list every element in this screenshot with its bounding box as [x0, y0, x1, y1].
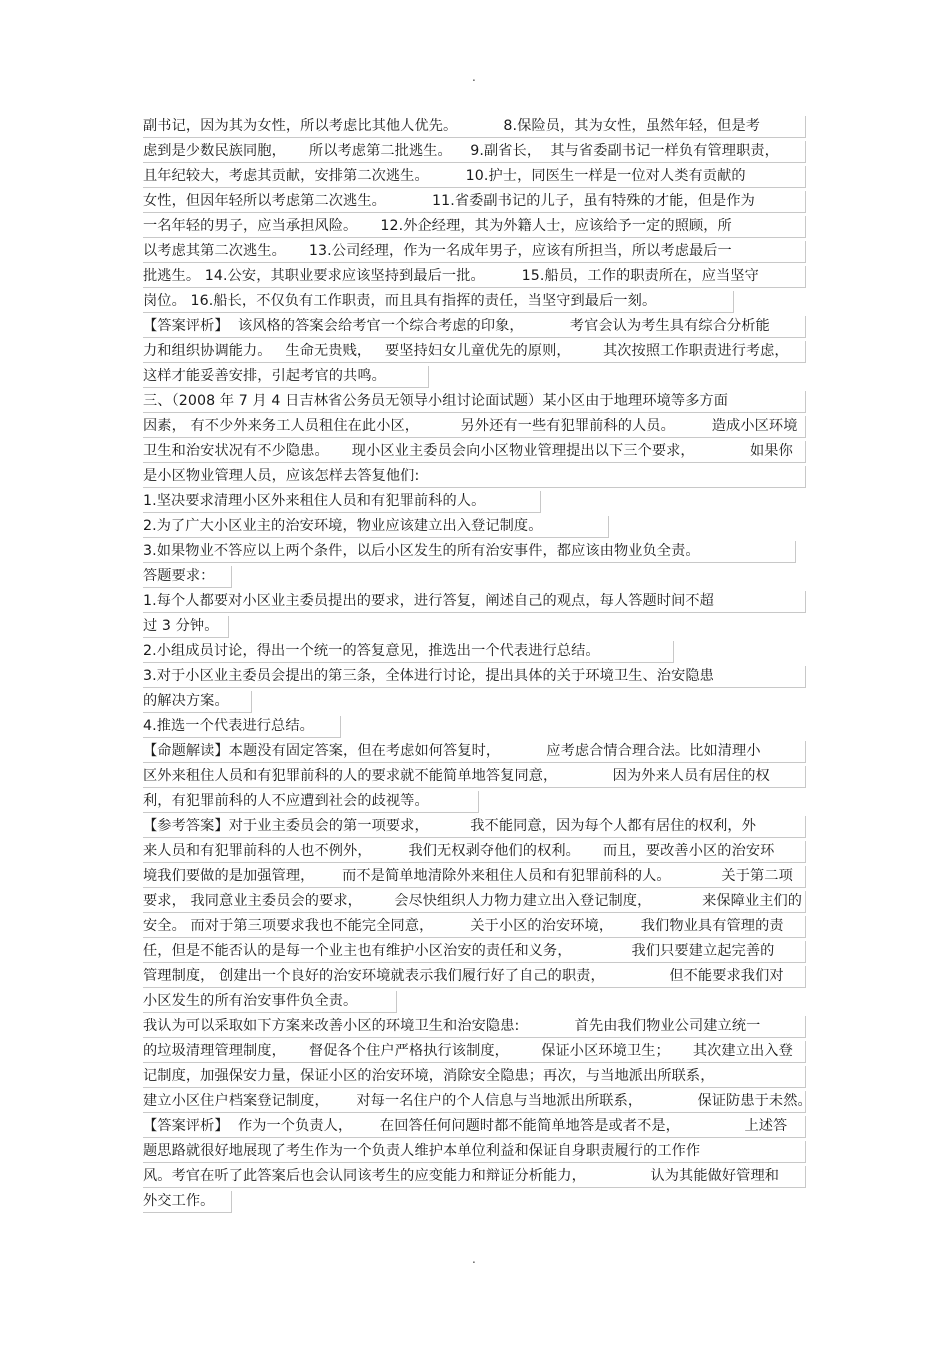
- text-line: [143, 439, 808, 464]
- text-line: [143, 1164, 808, 1189]
- text-line-content: 4.推选一个代表进行总结。: [143, 718, 314, 734]
- text-line-content: 任，但是不能否认的是每一个业主也有维护小区治安的责任和义务， 我们只要建立起完善的: [143, 943, 775, 959]
- text-line: [143, 764, 808, 789]
- text-line: [143, 389, 808, 414]
- text-line: [143, 264, 808, 289]
- text-line-content: 建立小区住户档案登记制度， 对每一名住户的个人信息与当地派出所联系， 保证防患于未然。: [143, 1093, 812, 1109]
- text-line: [143, 464, 808, 489]
- text-line: [143, 864, 808, 889]
- text-line: [143, 414, 808, 439]
- line-frame: [143, 816, 806, 838]
- text-line: [143, 239, 808, 264]
- line-frame: [143, 866, 806, 888]
- line-frame: [143, 766, 806, 788]
- text-line: [143, 489, 808, 514]
- line-frame: [143, 491, 541, 513]
- text-line: [143, 614, 808, 639]
- text-line-content: 且年纪较大，考虑其贡献，安排第二次逃生。 10.护士，同医生一样是一位对人类有贡献的: [143, 168, 746, 184]
- line-frame: [143, 441, 806, 463]
- text-line-content: 答题要求：: [143, 568, 215, 584]
- text-line: [143, 589, 808, 614]
- text-line: [143, 939, 808, 964]
- text-line: [143, 689, 808, 714]
- line-frame: [143, 216, 806, 238]
- line-frame: [143, 666, 806, 688]
- text-line-content: 这样才能妥善安排，引起考官的共鸣。: [143, 368, 386, 384]
- text-line-content: 风。考官在听了此答案后也会认同该考生的应变能力和辩证分析能力， 认为其能做好管理和: [143, 1168, 780, 1184]
- text-line: [143, 814, 808, 839]
- text-line-content: 【答案评析】 作为一个负责人， 在回答任何问题时都不能简单地答是或者不是， 上述答: [143, 1118, 788, 1134]
- line-frame: [143, 466, 806, 488]
- text-line-content: 以考虑其第二次逃生。 13.公司经理，作为一名成年男子，应该有所担当，所以考虑最后一: [143, 243, 732, 259]
- text-line: [143, 139, 808, 164]
- line-frame: [143, 1041, 806, 1063]
- line-frame: [143, 741, 806, 763]
- line-frame: [143, 391, 806, 413]
- line-frame: [143, 966, 806, 988]
- line-frame: [143, 841, 806, 863]
- text-line-content: 的解决方案。: [143, 693, 229, 709]
- line-frame: [143, 1191, 232, 1213]
- text-line: [143, 339, 808, 364]
- text-line-content: 记制度，加强保安力量，保证小区的治安环境，消除安全隐患；再次，与当地派出所联系，: [143, 1068, 715, 1084]
- text-line-content: 1.每个人都要对小区业主委员提出的要求，进行答复，阐述自己的观点，每人答题时间不超: [143, 593, 714, 609]
- text-line-content: 的垃圾清理管理制度， 督促各个住户严格执行该制度， 保证小区环境卫生； 其次建立出入登: [143, 1043, 793, 1059]
- text-line-content: 力和组织协调能力。 生命无贵贱， 要坚持妇女儿童优先的原则， 其次按照工作职责进行考虑，: [143, 343, 789, 359]
- text-line: [143, 989, 808, 1014]
- text-line-content: 【答案评析】 该风格的答案会给考官一个综合考虑的印象， 考官会认为考生具有综合分析能: [143, 318, 770, 334]
- text-line: [143, 714, 808, 739]
- text-line: [143, 1089, 812, 1114]
- text-line-content: 境我们要做的是加强管理， 而不是简单地清除外来租住人员和有犯罪前科的人。 关于第二项: [143, 868, 793, 884]
- line-frame: [143, 1141, 806, 1163]
- text-line-content: 【参考答案】对于业主委员会的第一项要求， 我不能同意，因为每个人都有居住的权利，外: [143, 818, 756, 834]
- text-line-content: 一名年轻的男子，应当承担风险。 12.外企经理，其为外籍人士，应该给予一定的照顾，所: [143, 218, 732, 234]
- text-line-content: 2.为了广大小区业主的治安环境，物业应该建立出入登记制度。: [143, 518, 543, 534]
- line-frame: [143, 991, 397, 1013]
- text-line-content: 女性，但因年轻所以考虑第二次逃生。 11.省委副书记的儿子，虽有特殊的才能，但是作为: [143, 193, 755, 209]
- line-frame: [143, 141, 806, 163]
- text-line: [143, 914, 808, 939]
- line-frame: [143, 1116, 806, 1138]
- line-frame: [143, 516, 609, 538]
- text-line-content: 过 3 分钟。: [143, 618, 219, 634]
- line-frame: [143, 791, 479, 813]
- text-line-content: 是小区物业管理人员，应该怎样去答复他们:: [143, 468, 420, 484]
- document-body: [143, 114, 812, 1214]
- line-frame: [143, 116, 806, 138]
- text-line-content: 外交工作。: [143, 1193, 215, 1209]
- line-frame: [143, 1016, 806, 1038]
- text-line-content: 小区发生的所有治安事件负全责。: [143, 993, 358, 1009]
- line-frame: [143, 691, 252, 713]
- text-line: [143, 839, 808, 864]
- line-frame: [143, 366, 429, 388]
- text-line-content: 因素， 有不少外来务工人员租住在此小区， 另外还有一些有犯罪前科的人员。 造成小区环境: [143, 418, 798, 434]
- text-line-content: 三、（2008 年 7 月 4 日吉林省公务员无领导小组讨论面试题）某小区由于地理环境等多方面: [143, 393, 729, 409]
- text-line-content: 2.小组成员讨论，得出一个统一的答复意见，推选出一个代表进行总结。: [143, 643, 600, 659]
- text-line: [143, 364, 808, 389]
- text-line: [143, 564, 808, 589]
- line-frame: [143, 316, 806, 338]
- text-line-content: 虑到是少数民族同胞， 所以考虑第二批逃生。 9.副省长， 其与省委副书记一样负有管理职责，: [143, 143, 779, 159]
- line-frame: [143, 541, 796, 563]
- page-bottom-mark: .: [472, 1252, 476, 1266]
- line-frame: [143, 916, 806, 938]
- text-line-content: 管理制度， 创建出一个良好的治安环境就表示我们履行好了自己的职责， 但不能要求我们对: [143, 968, 784, 984]
- text-line: [143, 1064, 808, 1089]
- line-frame: [143, 416, 806, 438]
- text-line: [143, 1039, 808, 1064]
- text-line-content: 【命题解读】本题没有固定答案，但在考虑如何答复时， 应考虑合情合理合法。比如清理小: [143, 743, 761, 759]
- page-top-mark: .: [472, 70, 476, 84]
- line-frame: [143, 1066, 806, 1088]
- text-line: [143, 639, 808, 664]
- line-frame: [143, 266, 806, 288]
- text-line: [143, 314, 808, 339]
- text-line: [143, 114, 808, 139]
- text-line: [143, 1139, 808, 1164]
- text-line: [143, 539, 808, 564]
- line-frame: [143, 341, 806, 363]
- text-line: [143, 964, 808, 989]
- text-line: [143, 1114, 808, 1139]
- text-line-content: 安全。 而对于第三项要求我也不能完全同意， 关于小区的治安环境， 我们物业具有管理的责: [143, 918, 784, 934]
- text-line-content: 3.如果物业不答应以上两个条件，以后小区发生的所有治安事件，都应该由物业负全责。: [143, 543, 700, 559]
- text-line-content: 批逃生。 14.公安，其职业要求应该坚持到最后一批。 15.船员，工作的职责所在，应当坚守: [143, 268, 759, 284]
- line-frame: [143, 566, 232, 588]
- text-line-content: 我认为可以采取如下方案来改善小区的环境卫生和治安隐患: 首先由我们物业公司建立统一: [143, 1018, 761, 1034]
- text-line: [143, 1014, 808, 1039]
- text-line-content: 要求， 我同意业主委员会的要求， 会尽快组织人力物力建立出入登记制度， 来保障业主们的: [143, 893, 803, 909]
- line-frame: [143, 616, 229, 638]
- line-frame: [143, 716, 341, 738]
- line-frame: [143, 591, 806, 613]
- text-line: [143, 1189, 808, 1214]
- line-frame: [143, 641, 674, 663]
- text-line: [143, 889, 808, 914]
- line-frame: [143, 166, 806, 188]
- text-line-content: 利，有犯罪前科的人不应遭到社会的歧视等。: [143, 793, 429, 809]
- text-line: [143, 214, 808, 239]
- text-line: [143, 789, 808, 814]
- text-line: [143, 739, 808, 764]
- line-frame: [143, 241, 806, 263]
- text-line-content: 卫生和治安状况有不少隐患。 现小区业主委员会向小区物业管理提出以下三个要求， 如果你: [143, 443, 793, 459]
- line-frame: [143, 291, 734, 313]
- text-line-content: 区外来租住人员和有犯罪前科的人的要求就不能简单地答复同意， 因为外来人员有居住的权: [143, 768, 770, 784]
- text-line-content: 1.坚决要求清理小区外来租住人员和有犯罪前科的人。: [143, 493, 486, 509]
- line-frame: [143, 1166, 806, 1188]
- line-frame: [143, 941, 806, 963]
- text-line-content: 岗位。 16.船长，不仅负有工作职责，而且具有指挥的责任，当坚守到最后一刻。: [143, 293, 657, 309]
- text-line: [143, 514, 808, 539]
- text-line-content: 3.对于小区业主委员会提出的第三条，全体进行讨论，提出具体的关于环境卫生、治安隐患: [143, 668, 714, 684]
- line-frame: [143, 191, 806, 213]
- text-line-content: 题思路就很好地展现了考生作为一个负责人维护本单位利益和保证自身职责履行的工作作: [143, 1143, 701, 1159]
- text-line: [143, 289, 808, 314]
- text-line: [143, 164, 808, 189]
- text-line: [143, 664, 808, 689]
- text-line-content: 副书记，因为其为女性，所以考虑比其他人优先。 8.保险员，其为女性，虽然年轻，但是考: [143, 118, 761, 134]
- text-line-content: 来人员和有犯罪前科的人也不例外， 我们无权剥夺他们的权利。 而且，要改善小区的治安环: [143, 843, 775, 859]
- line-frame: [143, 1091, 806, 1113]
- text-line: [143, 189, 808, 214]
- line-frame: [143, 891, 806, 913]
